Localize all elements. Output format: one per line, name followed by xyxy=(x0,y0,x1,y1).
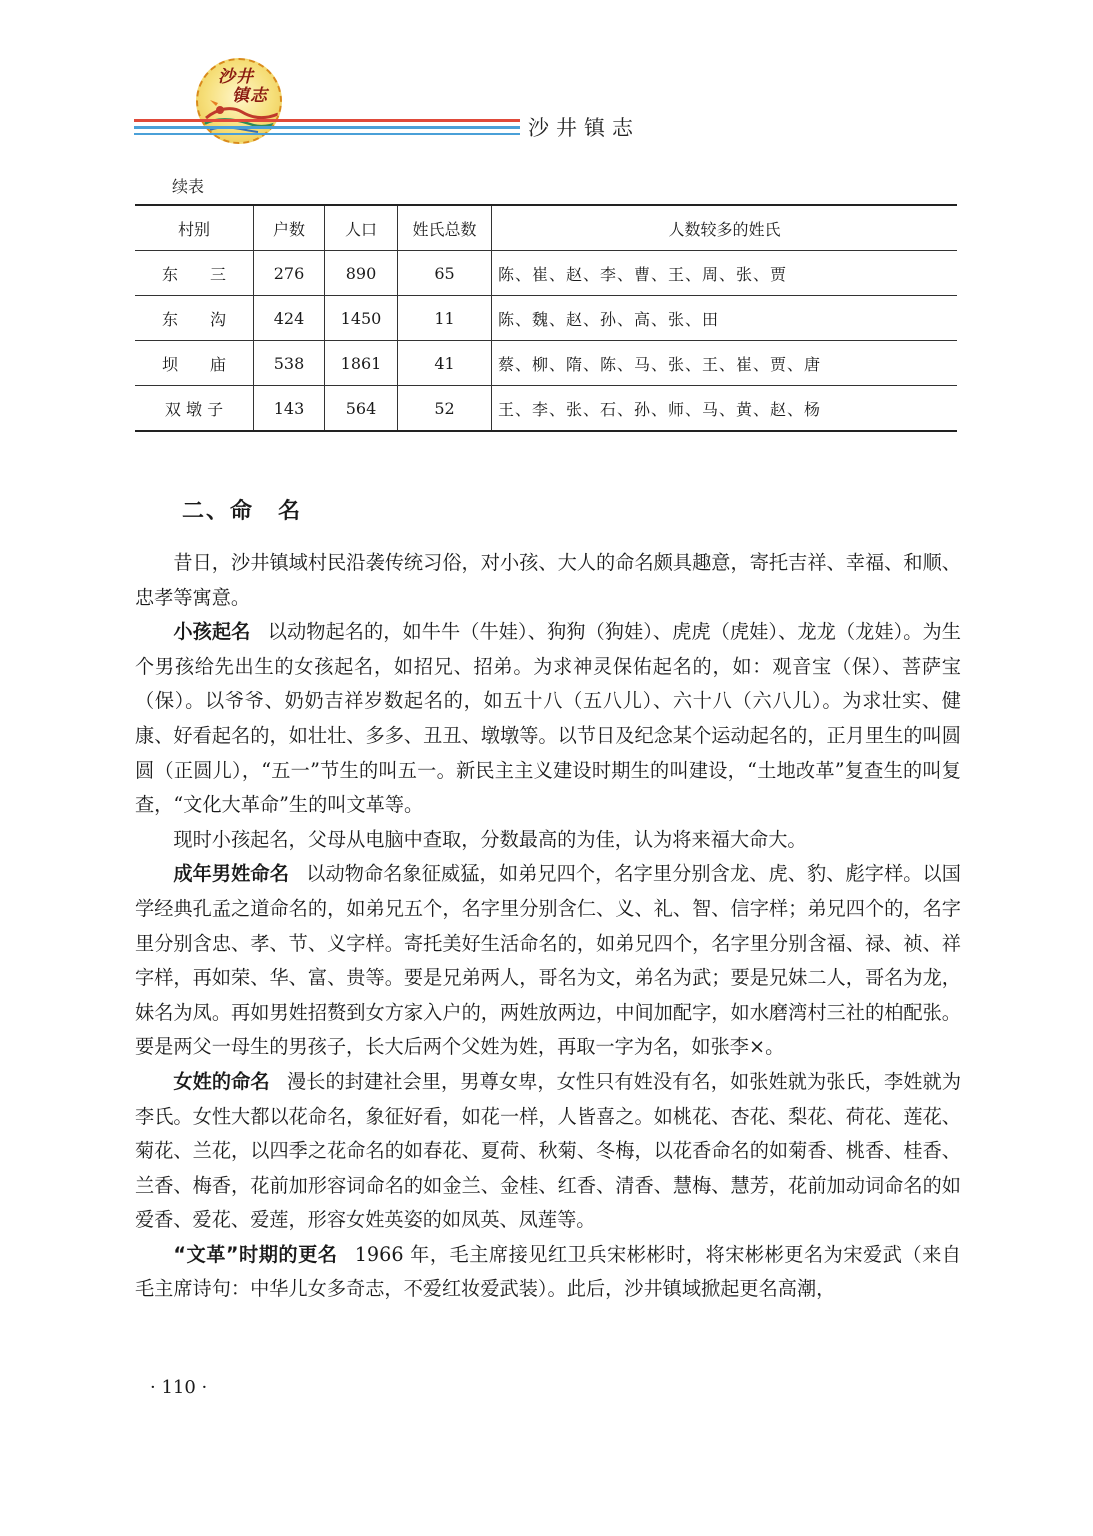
table-row xyxy=(135,386,957,432)
table-row xyxy=(135,341,957,386)
table-row xyxy=(135,251,957,296)
paragraph-text: 漫长的封建社会里，男尊女卑，女性只有姓没有名，如张姓就为张氏，李姓就为李氏。女性大都以花命名，象征好看，如花一样，人皆喜之。如桃花、杏花、梨花、荷花、莲花、菊花、兰花，以四季之花命名的如春花、夏荷、秋菊、冬梅，以花香命名的如菊香、桃香、桂香、兰香、梅香，花前加形容词命名的如金兰、金桂、红香、清香、慧梅、慧芳，花前加动词命名的如爱香、爱花、爱莲，形容女姓英姿的如凤英、凤莲等。 xyxy=(135,1069,962,1232)
run-in-heading: 女姓的命名 xyxy=(173,1069,270,1093)
run-in-heading: 成年男姓命名 xyxy=(173,862,289,886)
population-cell: 890 xyxy=(325,251,398,296)
section-title: 二、命 名 xyxy=(182,499,303,524)
paragraph-text: 以动物命名象征威猛，如弟兄四个，名字里分别含龙、虎、豹、彪字样。以国学经典孔孟之道命名的，如弟兄五个，名字里分别含仁、义、礼、智、信字样；弟兄四个的，名字里分别含忠、孝、节、义字样。寄托美好生活命名的，如弟兄四个，名字里分别含福、禄、祯、祥字样，再如荣、华、富、贵等。要是兄弟两人，哥名为文，弟名为武；要是兄妹二人，哥名为龙，妹名为凤。再如男姓招赘到女方家入户的，两姓放两边，中间加配字，如水磨湾村三社的柏配张。要是两父一母生的男孩子，长大后两个父姓为姓，再取一字为名，如张李×。 xyxy=(135,862,961,1059)
paragraph-text: 现时小孩起名，父母从电脑中查取，分数最高的为佳，认为将来福大命大。 xyxy=(173,827,807,851)
run-in-heading: 小孩起名 xyxy=(173,620,251,644)
common-surnames-cell: 陈、魏、赵、孙、高、张、田 xyxy=(492,296,958,341)
column-header: 姓氏总数 xyxy=(398,205,492,251)
page-number: · 110 · xyxy=(150,1377,208,1398)
paragraph-text: 以动物起名的，如牛牛（牛娃）、狗狗（狗娃）、虎虎（虎娃）、龙龙（龙娃）。为生个男孩给先出生的女孩起名，如招兄、招弟。为求神灵保佑起名的，如：观音宝（保）、菩萨宝（保）。以爷爷、奶奶吉祥岁数起名的，如五十八（五八儿）、六十八（六八儿）。为求壮实、健康、好看起名的，如壮壮、多多、丑丑、墩墩等。以节日及纪念某个运动起名的，正月里生的叫圆圆（正圆儿），“五一”节生的叫五一。新民主主义建设时期生的叫建设，“土地改革”复查生的叫复查，“文化大革命”生的叫文革等。 xyxy=(135,620,961,817)
households-cell: 143 xyxy=(254,386,325,432)
households-cell: 538 xyxy=(254,341,325,386)
paragraph xyxy=(135,857,961,1065)
header-rule-blue xyxy=(134,126,520,129)
table-row xyxy=(135,296,957,341)
paragraph-text: 昔日，沙井镇域村民沿袭传统习俗，对小孩、大人的命名颇具趣意，寄托吉祥、幸福、和顺、忠孝等寓意。 xyxy=(135,551,961,609)
paragraph-text: 1966 年，毛主席接见红卫兵宋彬彬时，将宋彬彬更名为宋爱武（来自毛主席诗句：中华儿女多奇志，不爱红妆爱武装）。此后，沙井镇域掀起更名高潮， xyxy=(135,1242,961,1301)
book-logo-seal xyxy=(196,58,282,144)
column-header: 村别 xyxy=(135,205,254,251)
common-surnames-cell: 蔡、柳、隋、陈、马、张、王、崔、贾、唐 xyxy=(492,341,958,386)
column-header: 人口 xyxy=(325,205,398,251)
surname-count-cell: 52 xyxy=(398,386,492,432)
run-in-heading: “文革”时期的更名 xyxy=(173,1242,338,1266)
village-cell: 东 三 xyxy=(135,251,254,296)
header-rule-blue-thin xyxy=(134,133,520,135)
population-cell: 1450 xyxy=(325,296,398,341)
village-cell: 双 墩 子 xyxy=(135,386,254,432)
surname-table xyxy=(135,204,957,432)
body-text xyxy=(135,546,961,1307)
running-header-title: 沙井镇志 xyxy=(528,116,640,140)
surname-count-cell: 41 xyxy=(398,341,492,386)
header-rule-red xyxy=(134,119,520,122)
table-header-row xyxy=(135,205,957,251)
population-cell: 564 xyxy=(325,386,398,432)
paragraph xyxy=(135,1065,961,1238)
column-header: 人数较多的姓氏 xyxy=(492,205,958,251)
surname-count-cell: 11 xyxy=(398,296,492,341)
surname-count-cell: 65 xyxy=(398,251,492,296)
common-surnames-cell: 王、李、张、石、孙、师、马、黄、赵、杨 xyxy=(492,386,958,432)
common-surnames-cell: 陈、崔、赵、李、曹、王、周、张、贾 xyxy=(492,251,958,296)
population-cell: 1861 xyxy=(325,341,398,386)
column-header: 户数 xyxy=(254,205,325,251)
paragraph xyxy=(135,823,961,858)
paragraph xyxy=(135,1238,961,1307)
paragraph xyxy=(135,546,961,615)
table-caption: 续表 xyxy=(172,177,205,196)
logo-lettering: 沙井 镇志 xyxy=(218,67,268,106)
households-cell: 276 xyxy=(254,251,325,296)
paragraph xyxy=(135,615,961,823)
households-cell: 424 xyxy=(254,296,325,341)
village-cell: 坝 庙 xyxy=(135,341,254,386)
village-cell: 东 沟 xyxy=(135,296,254,341)
